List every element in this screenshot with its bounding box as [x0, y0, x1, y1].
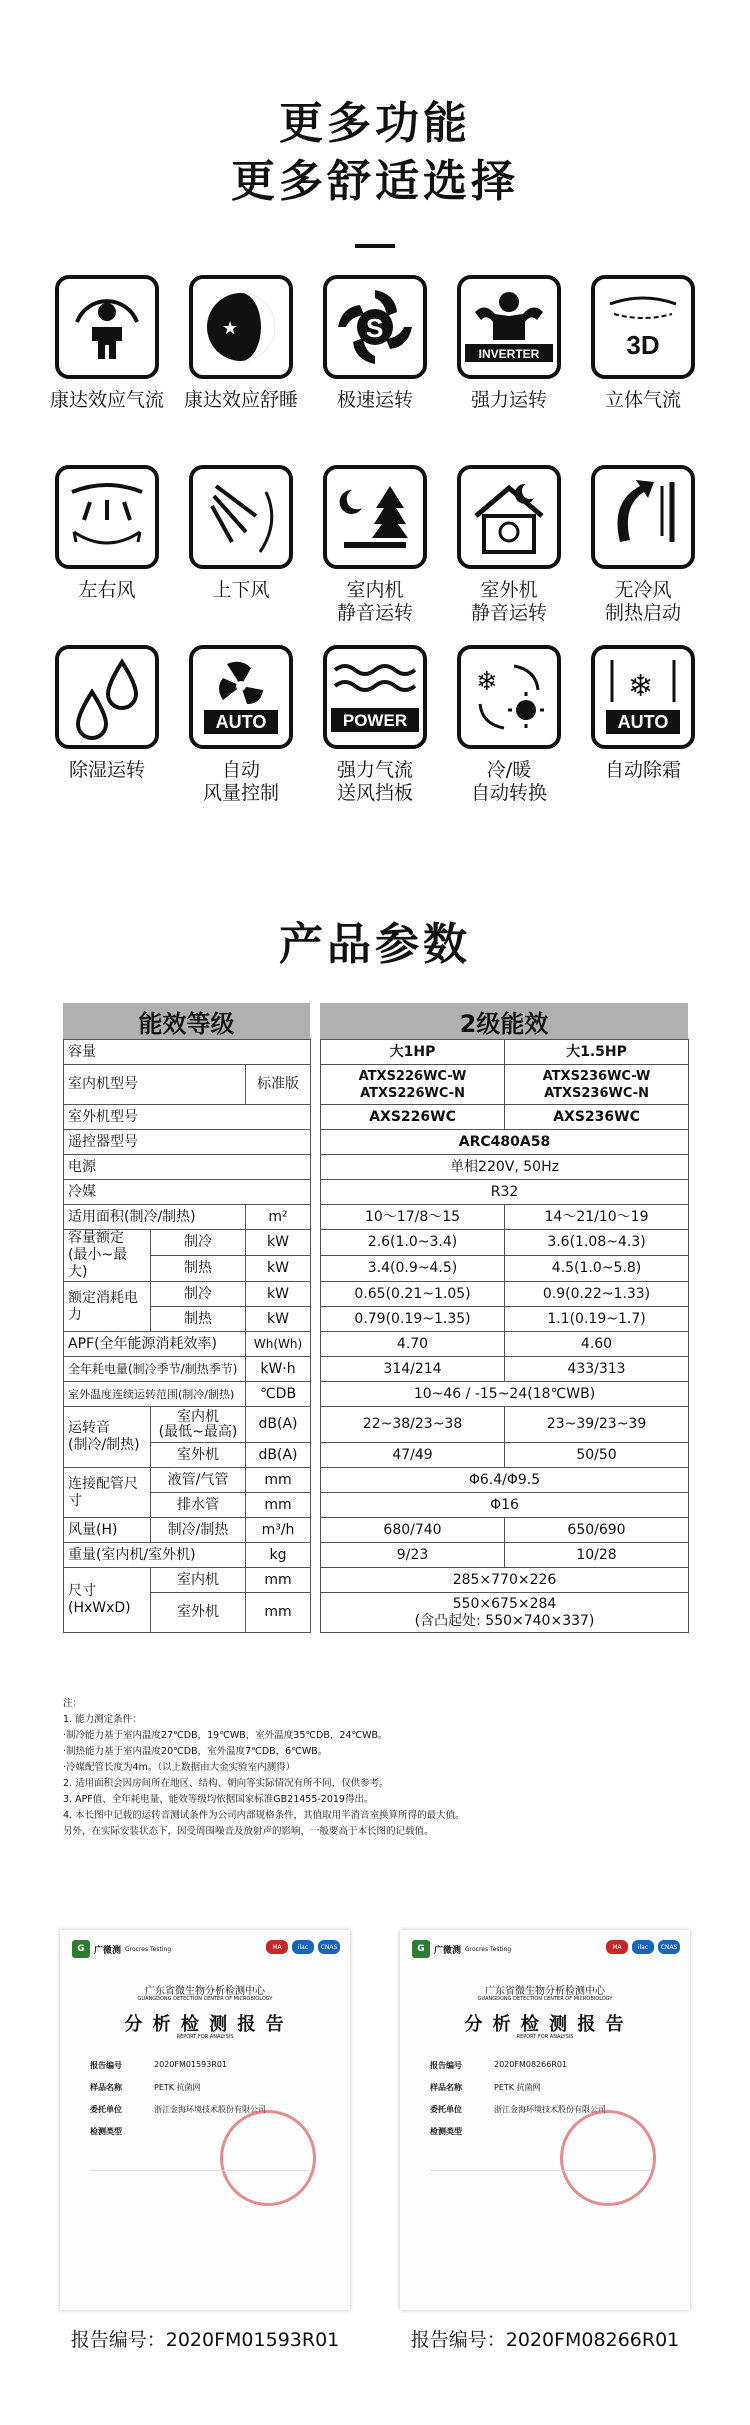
feature-header	[0, 95, 750, 211]
table-row: 适用面积(制冷/制热) m² 10～17/8～15 14～21/10～19	[64, 1205, 689, 1230]
report-footer-lines	[90, 2170, 310, 2231]
efficiency-value-header: 2级能效	[320, 1003, 688, 1039]
up-down-swing-icon	[189, 465, 293, 569]
fan-s-icon	[323, 275, 427, 379]
feature-indoor-quiet	[308, 465, 442, 625]
spec-table	[63, 1003, 688, 1633]
table-row: 制热 kW 3.4(0.9~4.5) 4.5(1.0~5.8)	[64, 1256, 689, 1282]
report-document: G 广微测 Grocres Testing MA ilac CNAS 广东省微生物分析检测中心 GUANGDONG DETECTION CENTER OF MICROBIOLOGY 分 析 检 测 报 告 REPORT FOR ANALYSIS 报告编号 2020FM01593R01 样品名称 PETK 抗菌网 委托单位 浙江金海环境技术股份有限公司 检测类型	[60, 1930, 350, 2310]
feature-label: 立体气流	[604, 389, 681, 411]
table-row: 遥控器型号 ARC480A58	[64, 1130, 689, 1155]
spec-grid	[63, 1039, 689, 1633]
person-airflow-icon	[55, 275, 159, 379]
3d-text: 3D	[626, 330, 660, 360]
title-divider	[355, 244, 395, 248]
feature-coanda-sleep	[174, 275, 308, 412]
feature-coanda-airflow	[40, 275, 174, 412]
table-row: 室外机型号 AXS226WC AXS236WC	[64, 1105, 689, 1130]
table-row: 风量(H) 制冷/制热 m³/h 680/740 650/690	[64, 1518, 689, 1543]
feature-cool-heat-switch	[442, 645, 576, 805]
header-line2: 更多舒适选择	[231, 156, 519, 207]
note-line: 3. APF值、全年耗电量、能效等级均依据国家标准GB21455-2019得出。	[63, 1794, 374, 1805]
report-card	[380, 1920, 710, 2380]
note-line: ·冷媒配管长度为4m。（以上数据由大金实验室内测得）	[63, 1762, 296, 1773]
feature-label: 康达效应气流	[49, 389, 164, 411]
lab-logo: G 广微测 Grocres Testing	[72, 1940, 171, 1958]
table-row: APF(全年能源消耗效率) Wh(Wh) 4.70 4.60	[64, 1332, 689, 1357]
feature-power-airflow	[308, 645, 442, 805]
feature-no-cold-draft	[576, 465, 710, 625]
svg-text:❄: ❄	[628, 669, 654, 704]
left-right-swing-icon	[55, 465, 159, 569]
feature-powerful	[442, 275, 576, 412]
svg-text:★: ★	[222, 318, 239, 339]
feature-label: 室内机 静音运转	[336, 579, 413, 624]
note-line: 注：	[63, 1698, 83, 1709]
power-text: POWER	[342, 711, 408, 730]
feature-auto-fan	[174, 645, 308, 805]
table-row: 室外机 mm 550×675×284 (含凸起处: 550×740×337)	[64, 1593, 689, 1633]
feature-label: 室外机 静音运转	[470, 579, 547, 624]
test-reports	[0, 1900, 750, 2425]
svg-text:S: S	[366, 313, 384, 343]
note-line: 2. 适用面积会因房间所在地区、结构、朝向等实际情况有所不同，仅供参考。	[63, 1778, 389, 1789]
feature-label: 自动除霜	[604, 759, 681, 781]
report-code: 报告编号：2020FM08266R01	[410, 2329, 680, 2351]
feature-label: 无冷风 制热启动	[604, 579, 681, 624]
lab-logo: G 广微测 Grocres Testing	[412, 1940, 511, 1958]
feature-turbo	[308, 275, 442, 412]
feature-label: 自动 风量控制	[202, 759, 279, 804]
note-line: 4. 本长图中记载的运转音测试条件为公司内部规格条件，其值取用半消音室换算所得的最大值。	[63, 1810, 465, 1821]
note-line: ·制热能力基于室内温度20℃DB，室外温度7℃DB，6℃WB。	[63, 1746, 328, 1757]
table-row: 重量(室内机/室外机) kg 9/23 10/28	[64, 1543, 689, 1568]
certification-marks: MA ilac CNAS	[266, 1940, 340, 1954]
header-line1: 更多功能	[279, 98, 471, 149]
feature-left-right	[40, 465, 174, 602]
table-row: 电源 单相220V, 50Hz	[64, 1155, 689, 1180]
params-title: 产品参数	[279, 919, 471, 970]
efficiency-header: 能效等级	[63, 1003, 310, 1039]
table-row: 室外温度连续运转范围(制冷/制热) ℃DB 10~46 / -15~24(18℃WB)	[64, 1382, 689, 1407]
feature-label: 强力运转	[470, 389, 547, 411]
cool-heat-switch-icon	[457, 645, 561, 749]
outdoor-quiet-icon	[457, 465, 561, 569]
3d-airflow-icon	[591, 275, 695, 379]
power-airflow-icon	[323, 645, 427, 749]
auto-text: AUTO	[617, 712, 669, 732]
svg-text:❄: ❄	[476, 667, 498, 697]
table-row: 室外机 dB(A) 47/49 50/50	[64, 1443, 689, 1468]
inverter-text: INVERTER	[478, 347, 540, 361]
certification-marks: MA ilac CNAS	[606, 1940, 680, 1954]
table-row: 排水管 mm Φ16	[64, 1493, 689, 1518]
feature-label: 左右风	[78, 579, 136, 601]
feature-outdoor-quiet	[442, 465, 576, 625]
table-row: 冷媒 R32	[64, 1180, 689, 1205]
indoor-quiet-icon	[323, 465, 427, 569]
feature-label: 除湿运转	[68, 759, 145, 781]
table-row: 连接配管尺寸 液管/气管 mm Φ6.4/Φ9.5	[64, 1468, 689, 1493]
feature-label: 冷/暖 自动转换	[470, 759, 547, 804]
spec-notes	[63, 1696, 688, 1840]
feature-label: 康达效应舒睡	[183, 389, 298, 411]
no-cold-draft-icon	[591, 465, 695, 569]
dehumidify-drops-icon	[55, 645, 159, 749]
table-row: 容量 大1HP 大1.5HP	[64, 1040, 689, 1065]
note-line: ·制冷能力基于室内温度27℃DB，19℃WB，室外温度35℃DB，24℃WB。	[63, 1730, 388, 1741]
feature-3d-airflow	[576, 275, 710, 412]
report-footer-lines	[430, 2170, 650, 2231]
auto-fan-icon	[189, 645, 293, 749]
feature-auto-defrost	[576, 645, 710, 782]
report-code: 报告编号：2020FM01593R01	[70, 2329, 340, 2351]
report-card	[40, 1920, 370, 2380]
inverter-strongman-icon	[457, 275, 561, 379]
feature-label: 上下风	[212, 579, 270, 601]
table-row: 制热 kW 0.79(0.19~1.35) 1.1(0.19~1.7)	[64, 1307, 689, 1332]
note-line: 1. 能力测定条件：	[63, 1714, 142, 1725]
table-row: 全年耗电量(制冷季节/制热季节) kW·h 314/214 433/313	[64, 1357, 689, 1382]
table-row: 运转音 (制冷/制热) 室内机 (最低~最高) dB(A) 22~38/23~38 23~39/23~39	[64, 1407, 689, 1443]
table-row: 容量额定 (最小~最大) 制冷 kW 2.6(1.0~3.4) 3.6(1.08~4.3)	[64, 1230, 689, 1256]
sleep-moon-face-icon	[189, 275, 293, 379]
table-row: 尺寸(HxWxD) 室内机 mm 285×770×226	[64, 1568, 689, 1593]
table-row: 额定消耗电力 制冷 kW 0.65(0.21~1.05) 0.9(0.22~1.33)	[64, 1282, 689, 1307]
feature-label: 极速运转	[336, 389, 413, 411]
feature-label: 强力气流 送风挡板	[336, 759, 413, 804]
spec-header	[63, 1003, 688, 1039]
report-document: G 广微测 Grocres Testing MA ilac CNAS 广东省微生物分析检测中心 GUANGDONG DETECTION CENTER OF MICROBIOLOGY 分 析 检 测 报 告 REPORT FOR ANALYSIS 报告编号 2020FM08266R01 样品名称 PETK 抗菌网 委托单位 浙江金海环境技术股份有限公司 检测类型	[400, 1930, 690, 2310]
auto-text: AUTO	[215, 712, 267, 732]
feature-up-down	[174, 465, 308, 602]
auto-defrost-icon	[591, 645, 695, 749]
note-line: 另外，在实际安装状态下，因受周围噪音及放射声的影响，一般要高于本长图的记载值。	[63, 1826, 434, 1837]
table-row: 室内机型号 标准版 ATXS226WC-W ATXS226WC-N ATXS236WC-W ATXS236WC-N	[64, 1065, 689, 1105]
feature-dehumidify	[40, 645, 174, 782]
